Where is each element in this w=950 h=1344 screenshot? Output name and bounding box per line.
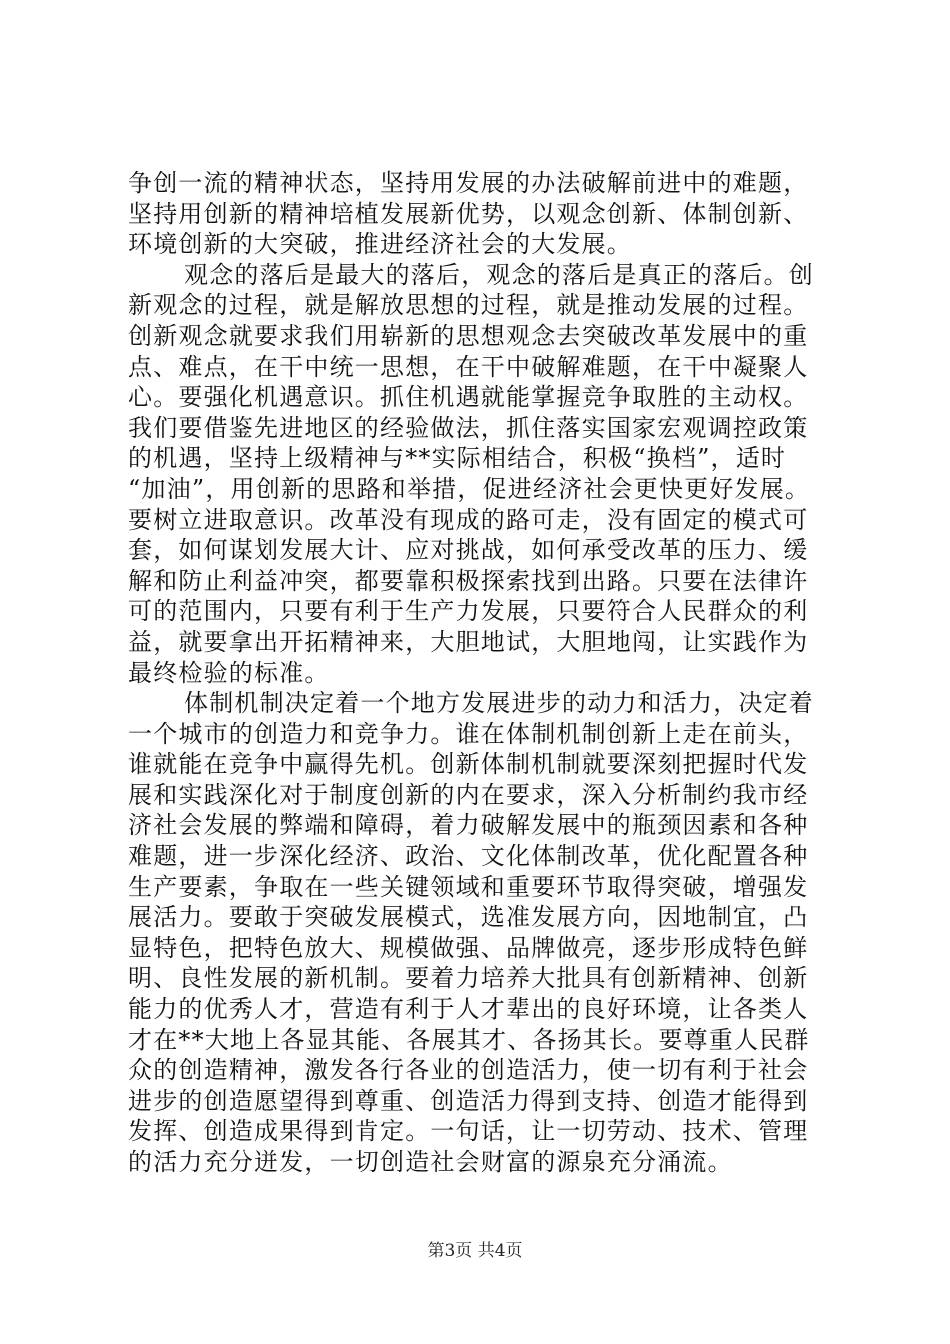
text-line: 生产要素，争取在一些关键领域和重要环节取得突破，增强发: [128, 872, 809, 901]
text-line: 济社会发展的弊端和障碍，着力破解发展中的瓶颈因素和各种: [128, 811, 809, 840]
text-line: 一个城市的创造力和竞争力。谁在体制机制创新上走在前头，: [128, 719, 809, 748]
text-line: 明、良性发展的新机制。要着力培养大批具有创新精神、创新: [128, 964, 809, 993]
text-line: 心。要强化机遇意识。抓住机遇就能掌握竞争取胜的主动权。: [128, 383, 809, 412]
text-line: 解和防止利益冲突，都要靠积极探索找到出路。只要在法律许: [128, 566, 809, 595]
text-line: 显特色，把特色放大、规模做强、品牌做亮，逐步形成特色鲜: [128, 933, 809, 962]
text-line: 能力的优秀人才，营造有利于人才辈出的良好环境，让各类人: [128, 995, 809, 1024]
text-line: 才在**大地上各显其能、各展其才、各扬其长。要尊重人民群: [128, 1025, 810, 1054]
text-line: 难题，进一步深化经济、政治、文化体制改革，优化配置各种: [128, 842, 809, 871]
text-line: 要树立进取意识。改革没有现成的路可走，没有固定的模式可: [128, 505, 809, 534]
text-line: 创新观念就要求我们用崭新的思想观念去突破改革发展中的重: [128, 321, 809, 350]
page-number-footer: 第3页 共4页: [427, 1241, 523, 1261]
text-line: 展活力。要敢于突破发展模式，选准发展方向，因地制宜，凸: [128, 903, 809, 932]
text-line: 进步的创造愿望得到尊重、创造活力得到支持、创造才能得到: [128, 1086, 809, 1115]
text-line: “加油”，用创新的思路和举措，促进经济社会更快更好发展。: [128, 474, 811, 503]
text-line: 的机遇，坚持上级精神与**实际相结合，积极“换档”，适时: [128, 444, 787, 473]
text-line: 益，就要拿出开拓精神来，大胆地试，大胆地闯，让实践作为: [128, 627, 809, 656]
text-line: 环境创新的大突破，推进经济社会的大发展。: [128, 230, 632, 259]
text-line: 众的创造精神，激发各行各业的创造活力，使一切有利于社会: [128, 1056, 809, 1085]
text-line: 展和实践深化对于制度创新的内在要求，深入分析制约我市经: [128, 780, 809, 809]
paragraph-first-line: 观念的落后是最大的落后，观念的落后是真正的落后。创: [184, 260, 814, 289]
text-line: 新观念的过程，就是解放思想的过程，就是推动发展的过程。: [128, 291, 809, 320]
text-line: 我们要借鉴先进地区的经验做法，抓住落实国家宏观调控政策: [128, 413, 809, 442]
text-line: 谁就能在竞争中赢得先机。创新体制机制就要深刻把握时代发: [128, 750, 809, 779]
text-line: 点、难点，在干中统一思想，在干中破解难题，在干中凝聚人: [128, 352, 809, 381]
text-line: 发挥、创造成果得到肯定。一句话，让一切劳动、技术、管理: [128, 1117, 809, 1146]
text-line: 的活力充分迸发，一切创造社会财富的源泉充分涌流。: [128, 1148, 733, 1176]
document-body: [128, 168, 828, 1178]
paragraph-first-line: 体制机制决定着一个地方发展进步的动力和活力，决定着: [184, 689, 814, 718]
text-line: 可的范围内，只要有利于生产力发展，只要符合人民群众的利: [128, 597, 809, 626]
text-line: 最终检验的标准。: [128, 658, 330, 687]
text-line: 争创一流的精神状态，坚持用发展的办法破解前进中的难题，: [128, 169, 809, 197]
text-line: 坚持用创新的精神培植发展新优势，以观念创新、体制创新、: [128, 199, 809, 228]
text-line: 套，如何谋划发展大计、应对挑战，如何承受改革的压力、缓: [128, 536, 809, 565]
